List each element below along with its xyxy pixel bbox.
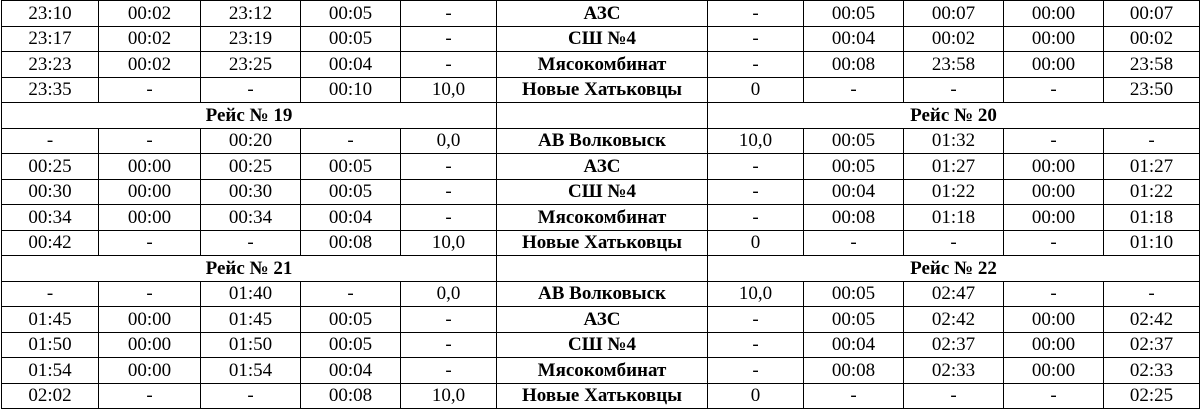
stop-name: АВ Волковыск [497, 281, 708, 307]
cell-left-4: - [401, 154, 497, 180]
cell-left-0: 01:45 [2, 307, 99, 333]
cell-left-0: 00:30 [2, 179, 99, 205]
cell-right-1: 00:05 [804, 128, 904, 154]
stop-name: Мясокомбинат [497, 358, 708, 384]
stop-name: СШ №4 [497, 332, 708, 358]
cell-left-4: - [401, 179, 497, 205]
stop-name: СШ №4 [497, 26, 708, 52]
cell-right-4: - [1104, 128, 1200, 154]
cell-left-4: 10,0 [401, 230, 497, 256]
trip-number-left: Рейс № 19 [2, 103, 497, 129]
cell-left-2: 00:25 [201, 154, 301, 180]
cell-right-0: 0 [708, 383, 804, 409]
cell-left-3: 00:04 [301, 52, 401, 78]
cell-left-4: 10,0 [401, 77, 497, 103]
cell-right-0: - [708, 26, 804, 52]
stop-name: Мясокомбинат [497, 52, 708, 78]
cell-right-1: 00:04 [804, 179, 904, 205]
cell-right-2: 02:47 [904, 281, 1004, 307]
cell-left-1: 00:00 [99, 358, 201, 384]
cell-left-4: - [401, 358, 497, 384]
cell-left-0: - [2, 281, 99, 307]
table-row [2, 332, 1200, 358]
cell-right-3: 00:00 [1004, 332, 1104, 358]
cell-left-2: 23:25 [201, 52, 301, 78]
cell-right-4: 01:27 [1104, 154, 1200, 180]
cell-right-0: - [708, 332, 804, 358]
cell-right-1: 00:08 [804, 358, 904, 384]
cell-left-1: 00:00 [99, 307, 201, 333]
cell-right-4: 02:37 [1104, 332, 1200, 358]
timetable-body [2, 1, 1200, 409]
cell-left-2: - [201, 383, 301, 409]
cell-right-3: - [1004, 383, 1104, 409]
cell-right-3: 00:00 [1004, 154, 1104, 180]
cell-left-2: - [201, 77, 301, 103]
cell-right-3: - [1004, 230, 1104, 256]
trip-header-row [2, 103, 1200, 129]
cell-right-3: 00:00 [1004, 1, 1104, 27]
cell-right-0: 0 [708, 230, 804, 256]
cell-right-2: - [904, 77, 1004, 103]
cell-right-3: 00:00 [1004, 307, 1104, 333]
cell-right-4: 02:33 [1104, 358, 1200, 384]
cell-right-1: 00:04 [804, 26, 904, 52]
cell-right-4: 02:42 [1104, 307, 1200, 333]
stop-name: АЗС [497, 154, 708, 180]
cell-left-0: 23:35 [2, 77, 99, 103]
cell-left-1: - [99, 230, 201, 256]
table-row [2, 358, 1200, 384]
cell-right-0: 0 [708, 77, 804, 103]
cell-right-1: 00:08 [804, 52, 904, 78]
cell-right-2: 01:32 [904, 128, 1004, 154]
cell-left-0: 23:10 [2, 1, 99, 27]
cell-left-4: - [401, 332, 497, 358]
timetable [1, 0, 1200, 409]
cell-left-3: 00:05 [301, 154, 401, 180]
cell-left-3: 00:10 [301, 77, 401, 103]
table-row [2, 383, 1200, 409]
cell-left-2: 01:40 [201, 281, 301, 307]
cell-left-2: 01:54 [201, 358, 301, 384]
cell-left-0: - [2, 128, 99, 154]
stop-name: АЗС [497, 1, 708, 27]
cell-left-3: - [301, 281, 401, 307]
header-spacer-cell [497, 256, 708, 282]
cell-left-1: 00:00 [99, 332, 201, 358]
cell-right-3: 00:00 [1004, 205, 1104, 231]
cell-right-2: 02:33 [904, 358, 1004, 384]
stop-name: Новые Хатьковцы [497, 77, 708, 103]
trip-header-row [2, 256, 1200, 282]
cell-left-3: 00:05 [301, 179, 401, 205]
cell-right-3: 00:00 [1004, 358, 1104, 384]
cell-right-0: - [708, 307, 804, 333]
cell-right-3: - [1004, 128, 1104, 154]
cell-left-3: 00:04 [301, 205, 401, 231]
cell-left-1: 00:02 [99, 52, 201, 78]
cell-right-3: 00:00 [1004, 52, 1104, 78]
cell-left-3: 00:04 [301, 358, 401, 384]
cell-right-4: 02:25 [1104, 383, 1200, 409]
cell-right-0: 10,0 [708, 128, 804, 154]
cell-left-1: 00:02 [99, 1, 201, 27]
cell-right-1: 00:05 [804, 281, 904, 307]
cell-right-0: - [708, 205, 804, 231]
cell-left-4: - [401, 205, 497, 231]
cell-right-3: - [1004, 281, 1104, 307]
cell-left-0: 23:23 [2, 52, 99, 78]
header-spacer-cell [497, 103, 708, 129]
cell-left-1: - [99, 281, 201, 307]
cell-left-3: 00:05 [301, 1, 401, 27]
cell-left-1: 00:00 [99, 179, 201, 205]
cell-left-1: - [99, 128, 201, 154]
table-row [2, 1, 1200, 27]
cell-left-1: 00:02 [99, 26, 201, 52]
cell-right-3: 00:00 [1004, 26, 1104, 52]
cell-left-2: 00:34 [201, 205, 301, 231]
cell-left-0: 00:42 [2, 230, 99, 256]
cell-left-2: 00:20 [201, 128, 301, 154]
cell-left-1: - [99, 77, 201, 103]
cell-right-1: - [804, 230, 904, 256]
trip-number-right: Рейс № 20 [708, 103, 1200, 129]
table-row [2, 230, 1200, 256]
table-row [2, 26, 1200, 52]
cell-right-4: 00:02 [1104, 26, 1200, 52]
cell-left-4: - [401, 52, 497, 78]
stop-name: Новые Хатьковцы [497, 383, 708, 409]
cell-left-0: 00:25 [2, 154, 99, 180]
cell-right-4: 23:58 [1104, 52, 1200, 78]
table-row [2, 77, 1200, 103]
cell-left-4: 0,0 [401, 281, 497, 307]
cell-right-1: - [804, 383, 904, 409]
cell-left-2: 00:30 [201, 179, 301, 205]
cell-right-4: - [1104, 281, 1200, 307]
cell-right-3: - [1004, 77, 1104, 103]
cell-right-1: 00:05 [804, 307, 904, 333]
stop-name: Новые Хатьковцы [497, 230, 708, 256]
cell-right-1: 00:05 [804, 1, 904, 27]
cell-left-4: 10,0 [401, 383, 497, 409]
cell-left-1: 00:00 [99, 154, 201, 180]
cell-right-2: - [904, 230, 1004, 256]
cell-left-3: 00:05 [301, 307, 401, 333]
cell-right-4: 23:50 [1104, 77, 1200, 103]
trip-number-right: Рейс № 22 [708, 256, 1200, 282]
table-row [2, 154, 1200, 180]
cell-right-2: 01:22 [904, 179, 1004, 205]
cell-left-4: - [401, 1, 497, 27]
cell-right-2: 00:02 [904, 26, 1004, 52]
stop-name: Мясокомбинат [497, 205, 708, 231]
cell-right-2: - [904, 383, 1004, 409]
table-row [2, 307, 1200, 333]
cell-right-2: 00:07 [904, 1, 1004, 27]
cell-left-2: 23:12 [201, 1, 301, 27]
cell-left-4: - [401, 307, 497, 333]
cell-right-4: 00:07 [1104, 1, 1200, 27]
cell-left-4: 0,0 [401, 128, 497, 154]
cell-right-1: - [804, 77, 904, 103]
cell-left-2: 23:19 [201, 26, 301, 52]
cell-left-3: 00:05 [301, 332, 401, 358]
cell-right-0: - [708, 1, 804, 27]
stop-name: СШ №4 [497, 179, 708, 205]
cell-left-3: 00:05 [301, 26, 401, 52]
cell-left-2: 01:45 [201, 307, 301, 333]
table-row [2, 205, 1200, 231]
stop-name: АВ Волковыск [497, 128, 708, 154]
cell-right-0: - [708, 52, 804, 78]
cell-left-3: - [301, 128, 401, 154]
cell-right-2: 23:58 [904, 52, 1004, 78]
cell-right-1: 00:08 [804, 205, 904, 231]
cell-left-0: 00:34 [2, 205, 99, 231]
trip-number-left: Рейс № 21 [2, 256, 497, 282]
cell-left-1: - [99, 383, 201, 409]
cell-right-0: - [708, 179, 804, 205]
table-row [2, 128, 1200, 154]
cell-left-0: 01:54 [2, 358, 99, 384]
cell-left-4: - [401, 26, 497, 52]
cell-left-1: 00:00 [99, 205, 201, 231]
cell-right-2: 02:37 [904, 332, 1004, 358]
stop-name: АЗС [497, 307, 708, 333]
cell-right-3: 00:00 [1004, 179, 1104, 205]
cell-right-2: 02:42 [904, 307, 1004, 333]
cell-right-4: 01:10 [1104, 230, 1200, 256]
cell-left-2: 01:50 [201, 332, 301, 358]
cell-right-1: 00:04 [804, 332, 904, 358]
cell-right-0: 10,0 [708, 281, 804, 307]
table-row [2, 281, 1200, 307]
cell-right-2: 01:27 [904, 154, 1004, 180]
cell-right-1: 00:05 [804, 154, 904, 180]
cell-left-3: 00:08 [301, 383, 401, 409]
table-row [2, 179, 1200, 205]
table-row [2, 52, 1200, 78]
cell-right-0: - [708, 358, 804, 384]
cell-left-2: - [201, 230, 301, 256]
cell-left-0: 02:02 [2, 383, 99, 409]
cell-left-3: 00:08 [301, 230, 401, 256]
cell-left-0: 01:50 [2, 332, 99, 358]
cell-right-4: 01:22 [1104, 179, 1200, 205]
cell-left-0: 23:17 [2, 26, 99, 52]
cell-right-0: - [708, 154, 804, 180]
cell-right-4: 01:18 [1104, 205, 1200, 231]
cell-right-2: 01:18 [904, 205, 1004, 231]
